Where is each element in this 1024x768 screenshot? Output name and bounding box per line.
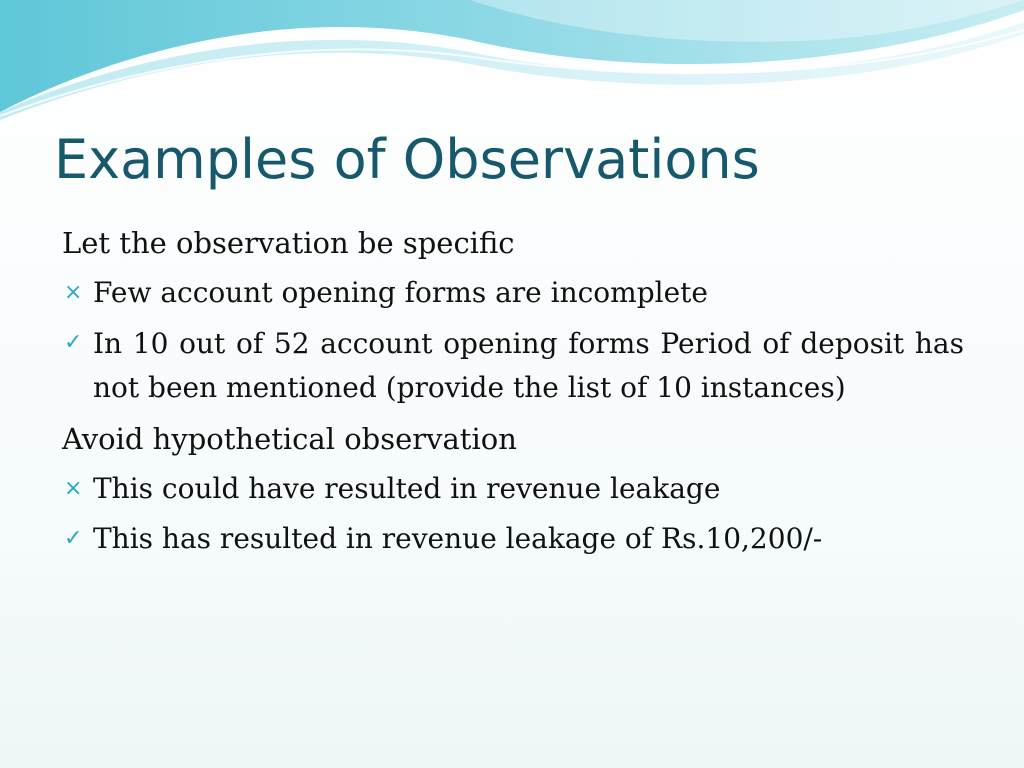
bullet-text: This could have resulted in revenue leakage (93, 472, 721, 505)
bullet-item (62, 518, 964, 560)
bullet-item (62, 322, 964, 410)
bullet-item (62, 272, 964, 314)
header-wave-decoration (0, 0, 1024, 120)
cross-icon: × (64, 280, 83, 305)
bullet-item (62, 468, 964, 510)
slide-body (62, 222, 964, 568)
cross-icon: × (64, 476, 83, 501)
section-heading: Let the observation be specific (62, 226, 515, 260)
bullet-text: In 10 out of 52 account opening forms Period of deposit has not been mentioned (provide the list of 10 instances) (93, 327, 964, 404)
check-icon: ✓ (64, 330, 83, 355)
bullet-text: Few account opening forms are incomplete (93, 276, 708, 309)
slide-title: Examples of Observations (54, 128, 760, 191)
section-heading: Avoid hypothetical observation (62, 422, 517, 456)
bullet-text: This has resulted in revenue leakage of Rs.10,200/- (93, 522, 823, 555)
check-icon: ✓ (64, 526, 83, 551)
